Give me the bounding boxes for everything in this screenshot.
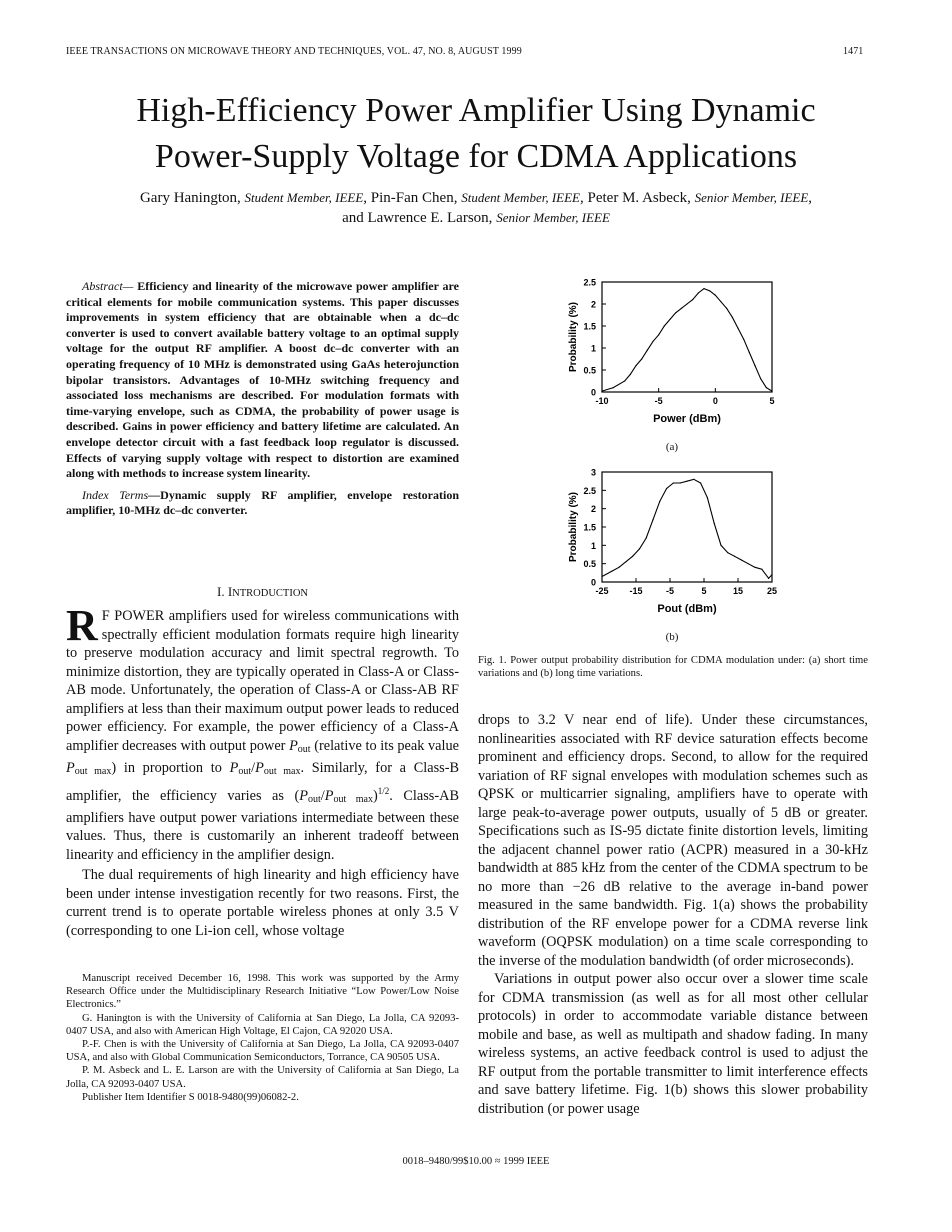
- data-point: [743, 339, 744, 340]
- author-4-role: Senior Member, IEEE: [496, 210, 610, 225]
- x-tick-label: -5: [654, 396, 663, 406]
- author-4: and Lawrence E. Larson,: [342, 210, 493, 226]
- author-2-role: Student Member, IEEE: [461, 190, 580, 205]
- index-terms-text: —Dynamic supply RF amplifier, envelope restoration amplifier, 10-MHz dc–dc converter.: [66, 487, 459, 518]
- intro-p1d: . Similarly, for a Class-B amplifier, the efficiency varies as: [66, 760, 460, 804]
- y-tick-label: 1: [590, 343, 596, 354]
- data-point: [768, 578, 769, 579]
- abstract-text: Efficiency and linearity of the microwave power amplifier are critical elements for mobile communication systems. This paper discusses improvements in system efficiency that are obtainable when a dc–dc converter is used to convert available battery voltage to an optimal supply voltage for the output RF amplifier. A boost dc–dc converter with an operating frequency of 10 MHz is demonstrated using GaAs heterojunction bipolar transistors. Advantages of 10-MHz switching frequency and associated loss mechanisms are described. For modulation formats with time-varying envelope, such as CDMA, the probability of power usage is described. Gains in power efficiency and battery lifetime are calculated. An envelope detector circuit with a fast feedback loop regulator is discussed. Effects of varying supply voltage with respect to distortion are examined along with methods to increase system linearity.: [66, 279, 459, 481]
- data-point: [703, 288, 704, 289]
- intro-p1e: . Class-AB amplifiers have output power variations intermediate between these values. Thus, there is customarily an inherent tradeoff between linearity and efficiency in the amplifier design.: [66, 787, 459, 863]
- footnote-hanington: G. Hanington is with the University of California at San Diego, La Jolla, CA 92093-0407 USA, and also with American High Voltage, El Cajon, CA 92020 USA.: [66, 1012, 459, 1037]
- y-tick-label: 0: [590, 387, 596, 398]
- data-point: [715, 295, 716, 296]
- plot-frame: [602, 472, 772, 582]
- data-point: [681, 308, 682, 309]
- data-point: [675, 312, 676, 313]
- x-tick-label: -15: [629, 586, 643, 596]
- data-point: [601, 576, 602, 577]
- data-point: [630, 374, 631, 375]
- section-heading: [66, 584, 459, 600]
- x-tick-label: 5: [701, 586, 707, 596]
- x-tick-label: -5: [665, 586, 675, 596]
- data-point: [664, 325, 665, 326]
- data-point: [613, 387, 614, 388]
- y-tick-label: 2: [590, 504, 596, 515]
- page-number: 1471: [843, 46, 864, 57]
- data-point: [624, 380, 625, 381]
- data-point: [669, 319, 670, 320]
- data-point: [686, 303, 687, 304]
- x-tick-label: 25: [766, 586, 778, 596]
- y-tick-label: 3: [590, 467, 596, 478]
- chart-b: [540, 462, 800, 628]
- data-point: [737, 328, 738, 329]
- figure-caption: Fig. 1. Power output probability distribution for CDMA modulation under: (a) short time variations and (b) long time variations.: [478, 655, 868, 680]
- data-point: [709, 290, 710, 291]
- footnote-received: Manuscript received December 16, 1998. This work was supported by the Army Research Office under the Multidisciplinary Research Initiative “Low Power/Low Noise Electronics.”: [66, 973, 459, 1011]
- copyright-footer: 0018–9480/99$10.00 ≈ 1999 IEEE: [402, 1156, 550, 1167]
- intro-body: R F POWER amplifiers used for wireless communications with spectrally efficient modulation formats require high linearity to preserve modulation accuracy and limit spectral regrowth. To minimize distortion, they are typically operated in Class-A or Class-AB mode. Unfortunately, the operation of Class-A or Class-AB RF amplifiers at less than their maximum output power leads to reduced power efficiency. For example, the power efficiency of a Class-A amplifier decreases with output power $P_{out}$ (relative to its peak value $P_{out max}$) in proportion to $P_{out}/P_{out max}$. Similarly, for a Class-B amplifier, the efficiency varies as $(P_{out}/P_{out max})^{1/2}$. Class-AB amplifiers have output power variations intermediate between these values. Thus, there is customarily an inherent tradeoff between linearity and efficiency in the amplifier design. The dual requirements of high linearity and high efficiency have been under intense investigation recently for two reasons. First, the current trend is to operate portable wireless phones at only 3.5 V (corresponding to one Li-ion cell, whose voltage: [66, 601, 460, 939]
- title-line-2: Power-Supply Voltage for CDMA Applications: [154, 138, 798, 175]
- abstract: [66, 279, 459, 519]
- data-point: [618, 567, 619, 568]
- x-tick-label: -25: [595, 586, 609, 596]
- author-3-end: ,: [808, 190, 813, 206]
- data-point: [771, 391, 772, 392]
- author-list: [40, 188, 912, 228]
- intro-p1b: (relative to its peak value: [310, 737, 459, 754]
- drop-cap: R: [66, 601, 98, 650]
- data-point: [646, 537, 647, 538]
- data-point: [641, 358, 642, 359]
- y-tick-label: 0.5: [583, 365, 596, 376]
- data-point: [659, 501, 660, 502]
- sym-out: out: [308, 793, 321, 805]
- data-point: [639, 548, 640, 549]
- x-axis-label: Pout (dBm): [657, 603, 717, 615]
- right-column-body: [478, 711, 868, 1118]
- data-point: [766, 387, 767, 388]
- sym-outmax: out max: [74, 766, 112, 777]
- data-point: [652, 341, 653, 342]
- right-p2: Variations in output power also occur over a slower time scale for CDMA transmission (as well as for all most other cellular protocols) in order to accommodate variable distance between mobile and base, as well as multipath and shadow fading. In many wireless systems, an active feedback control is used to adjust the RF output from the portable transmitter to limit interference effects and save battery lifetime. Fig. 1(b) shows this slower probability distribution (or power usage: [478, 971, 868, 1117]
- subfigure-b-label: (b): [665, 631, 679, 643]
- sym-outmax: out max: [333, 793, 373, 805]
- data-point: [693, 479, 694, 480]
- index-terms-label: Index Terms: [82, 487, 149, 502]
- sym-p: P: [66, 760, 75, 776]
- author-1: Gary Hanington,: [139, 190, 241, 206]
- y-tick-label: 1.5: [583, 522, 596, 533]
- data-point: [698, 292, 699, 293]
- author-3: , Peter M. Asbeck,: [580, 190, 691, 206]
- series-line: [602, 479, 772, 578]
- x-tick-label: 5: [769, 396, 775, 406]
- footnote-chen: P.-F. Chen is with the University of California at San Diego, La Jolla, CA 92093-0407 USA, and also with Global Communication Semiconductors, Torrance, CA 90505 USA.: [66, 1039, 459, 1064]
- author-2: , Pin-Fan Chen,: [363, 190, 458, 206]
- intro-p1a: F POWER amplifiers used for wireless communications with spectrally efficient modulation formats require high linearity to preserve modulation accuracy and limit spectral regrowth. To minimize distortion, they are typically operated in Class-A or Class-AB mode. Unfortunately, the operation of Class-A or Class-AB RF amplifiers at less than their maximum output power leads to reduced power efficiency. For example, the power efficiency of a Class-A amplifier decreases with output power: [66, 608, 459, 754]
- y-axis-label: Probability (%): [568, 301, 579, 373]
- data-point: [761, 569, 762, 570]
- sym-p: P: [255, 760, 264, 776]
- y-tick-label: 1: [590, 540, 596, 551]
- sym-p: P: [299, 787, 309, 804]
- footnote-asbeck-larson: P. M. Asbeck and L. E. Larson are with the University of California at San Diego, La Jolla, CA 92093-0407 USA.: [66, 1065, 459, 1090]
- y-tick-label: 2: [590, 299, 596, 310]
- data-point: [635, 365, 636, 366]
- y-tick-label: 0.5: [583, 559, 596, 570]
- intro-p2: The dual requirements of high linearity and high efficiency have been under intense investigation recently for two reasons. First, the current trend is to operate portable wireless phones at only 3.5 V (corresponding to one Li-ion cell, whose voltage: [66, 867, 459, 939]
- y-tick-label: 1.5: [583, 321, 596, 332]
- data-point: [741, 559, 742, 560]
- data-point: [727, 552, 728, 553]
- data-point: [760, 378, 761, 379]
- x-axis-label: Power (dBm): [653, 413, 721, 425]
- sym-half: 1/2: [377, 785, 390, 796]
- data-point: [749, 352, 750, 353]
- data-point: [754, 365, 755, 366]
- sym-out: out: [238, 766, 252, 777]
- section-number: I.: [216, 584, 225, 599]
- data-point: [647, 350, 648, 351]
- paper-title: [0, 88, 952, 180]
- x-tick-label: 15: [732, 586, 744, 596]
- sym-p: P: [229, 760, 239, 776]
- sym-p: P: [324, 787, 334, 804]
- data-point: [707, 497, 708, 498]
- footnotes: [66, 972, 459, 1104]
- data-point: [748, 563, 749, 564]
- title-line-1: High-Efficiency Power Amplifier Using Dynamic: [136, 92, 816, 129]
- section-cap: I: [227, 584, 233, 599]
- intro-p1c: ) in proportion to: [111, 760, 230, 776]
- data-point: [686, 481, 687, 482]
- author-1-role: Student Member, IEEE: [244, 190, 364, 205]
- data-point: [652, 519, 653, 520]
- data-point: [632, 556, 633, 557]
- sym-outmax: out max: [263, 766, 301, 777]
- abstract-label: Abstract—: [82, 279, 134, 293]
- data-point: [680, 482, 681, 483]
- data-point: [720, 545, 721, 546]
- data-point: [658, 334, 659, 335]
- data-point: [601, 391, 602, 392]
- data-point: [692, 299, 693, 300]
- chart-a: [540, 272, 800, 438]
- y-tick-label: 2.5: [583, 485, 596, 496]
- data-point: [732, 317, 733, 318]
- footnote-identifier: Publisher Item Identifier S 0018-9480(99)06082-2.: [82, 1091, 299, 1103]
- data-point: [700, 482, 701, 483]
- data-point: [673, 482, 674, 483]
- data-point: [754, 567, 755, 568]
- sym-p: P: [289, 737, 298, 754]
- y-tick-label: 2.5: [583, 277, 596, 288]
- data-point: [720, 301, 721, 302]
- author-3-role: Senior Member, IEEE: [694, 190, 809, 205]
- data-point: [612, 570, 613, 571]
- x-tick-label: 0: [712, 396, 718, 406]
- plot-frame: [602, 282, 772, 392]
- data-point: [714, 523, 715, 524]
- right-p1: drops to 3.2 V near end of life). Under these circumstances, nonlinearities associated with RF device saturation effects become prominent and efficiency drops. Second, to allow for the required variation of RF signal envelopes with modulation schemes such as QPSK or multicarrier signaling, amplifiers have to operate with large peak-to-average power outputs, usually of 5 dB or greater. Specifications such as IS-95 dictate finite distortion levels, limiting the adjacent channel power ratio (ACPR) measured in a 30-kHz bandwidth at 885 kHz from the center of the CDMA spectrum to be no more than −26 dB relative to the average in-band power measured in the same bandwidth. Fig. 1(a) shows the probability distribution of the RF envelope power for a CDMA reverse link waveform (OQPSK modulation) on a time scale corresponding to the inverse of the modulation bandwidth (of order microseconds).: [478, 712, 868, 969]
- section-title: NTRODUCTION: [232, 588, 308, 599]
- x-tick-label: -10: [595, 396, 609, 406]
- data-point: [666, 488, 667, 489]
- subfigure-a-label: (a): [665, 441, 679, 453]
- data-point: [726, 308, 727, 309]
- data-point: [771, 574, 772, 575]
- sym-out: out: [297, 743, 311, 755]
- y-tick-label: 0: [590, 577, 596, 588]
- data-point: [734, 556, 735, 557]
- y-axis-label: Probability (%): [568, 491, 579, 563]
- data-point: [625, 561, 626, 562]
- running-header: IEEE TRANSACTIONS ON MICROWAVE THEORY AND TECHNIQUES, VOL. 47, NO. 8, AUGUST 1999: [66, 46, 522, 57]
